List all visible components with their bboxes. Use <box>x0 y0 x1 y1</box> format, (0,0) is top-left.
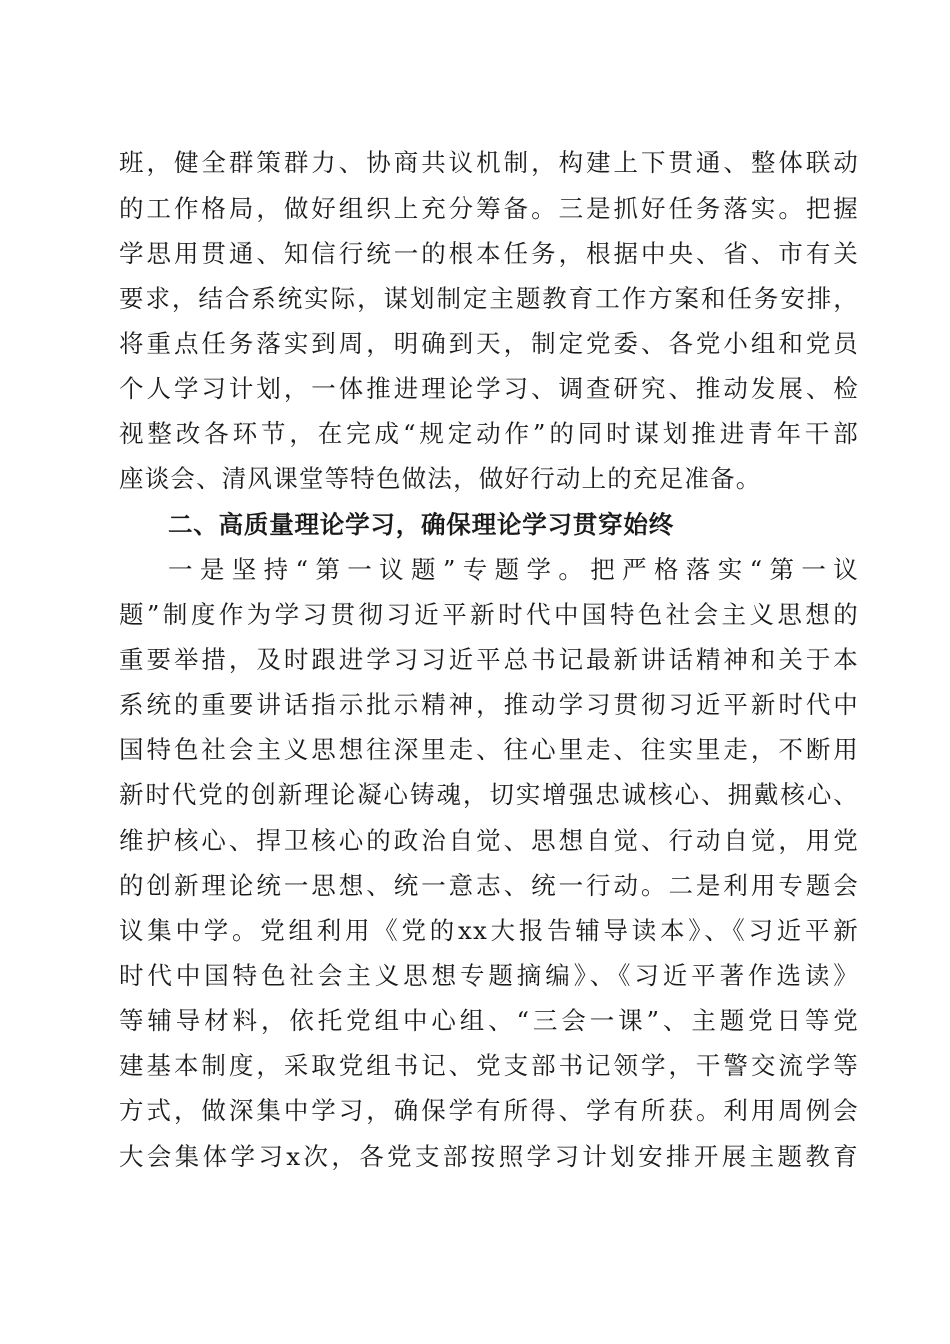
paragraph-line: 个人学习计划，一体推进理论学习、调查研究、推动发展、检 <box>119 374 859 403</box>
paragraph-line: 新时代党的创新理论凝心铸魂，切实增强忠诚核心、拥戴核心、 <box>119 780 859 809</box>
paragraph-line: 大会集体学习x次，各党支部按照学习计划安排开展主题教育 <box>119 1142 859 1171</box>
paragraph-line: 重要举措，及时跟进学习习近平总书记最新讲话精神和关于本 <box>119 645 859 674</box>
paragraph-line: 等辅导材料，依托党组中心组、“三会一课”、主题党日等党 <box>119 1006 859 1035</box>
paragraph-line: 学思用贯通、知信行统一的根本任务，根据中央、省、市有关 <box>119 239 859 268</box>
paragraph-line: 班，健全群策群力、协商共议机制，构建上下贯通、整体联动 <box>119 148 859 177</box>
paragraph-line: 将重点任务落实到周，明确到天，制定党委、各党小组和党员 <box>119 329 859 358</box>
paragraph-line: 视整改各环节，在完成“规定动作”的同时谋划推进青年干部 <box>119 419 859 448</box>
paragraph-line: 系统的重要讲话指示批示精神，推动学习贯彻习近平新时代中 <box>119 690 859 719</box>
paragraph-line: 一是坚持“第一议题”专题学。把严格落实“第一议 <box>168 555 859 584</box>
paragraph-line: 题”制度作为学习贯彻习近平新时代中国特色社会主义思想的 <box>119 600 859 629</box>
paragraph-line: 要求，结合系统实际，谋划制定主题教育工作方案和任务安排， <box>119 284 859 313</box>
paragraph-line: 座谈会、清风课堂等特色做法，做好行动上的充足准备。 <box>119 464 762 493</box>
section-heading: 二、高质量理论学习，确保理论学习贯穿始终 <box>168 510 674 539</box>
paragraph-line: 维护核心、捍卫核心的政治自觉、思想自觉、行动自觉，用党 <box>119 826 859 855</box>
paragraph-line: 议集中学。党组利用《党的xx大报告辅导读本》、《习近平新 <box>119 916 859 945</box>
paragraph-line: 的创新理论统一思想、统一意志、统一行动。二是利用专题会 <box>119 871 859 900</box>
paragraph-line: 方式，做深集中学习，确保学有所得、学有所获。利用周例会 <box>119 1096 859 1125</box>
paragraph-line: 建基本制度，采取党组书记、党支部书记领学，干警交流学等 <box>119 1051 859 1080</box>
paragraph-line: 国特色社会主义思想往深里走、往心里走、往实里走，不断用 <box>119 735 859 764</box>
paragraph-line: 时代中国特色社会主义思想专题摘编》、《习近平著作选读》 <box>119 961 859 990</box>
paragraph-line: 的工作格局，做好组织上充分筹备。三是抓好任务落实。把握 <box>119 194 859 223</box>
